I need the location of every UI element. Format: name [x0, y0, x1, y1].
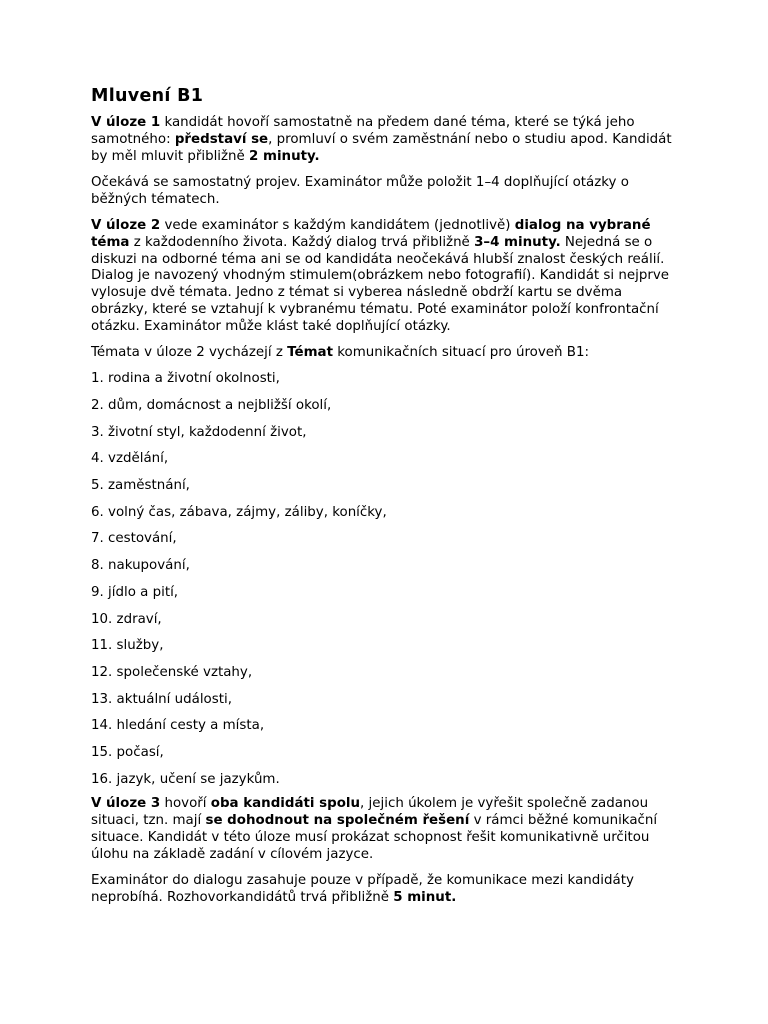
topic-item: 8. nakupování, — [91, 558, 190, 574]
topic-item: 12. společenské vztahy, — [91, 664, 253, 680]
topic-item: 5. zaměstnání, — [91, 478, 190, 494]
topic-item: 7. cestování, — [91, 531, 177, 547]
closing-bold-duration: 5 minut. — [393, 889, 457, 905]
task-2-paragraph — [91, 218, 681, 336]
task-3-text-3: v rámci běžné komunikační situace. Kandidát v této úloze musí prokázat schopnost řešit komunikativně určitou úlohu na základě zadání v cílovém jazyce. — [91, 813, 658, 862]
task-1-text: kandidát hovoří samostatně na předem dané téma, které se týká jeho samotného: — [91, 115, 635, 147]
topic-list — [91, 371, 681, 788]
closing-paragraph — [91, 873, 681, 907]
task-1-bold-duration: 2 minuty. — [249, 148, 320, 164]
expectation-paragraph: Očekává se samostatný projev. Examinátor může položit 1–4 doplňující otázky o běžných tématech. — [91, 174, 629, 207]
topics-intro-bold: Témat — [287, 345, 333, 361]
topic-item: 4. vzdělání, — [91, 451, 169, 467]
closing-text: Examinátor do dialogu zasahuje pouze v případě, že komunikace mezi kandidáty neprobíhá. Rozhovorkandidátů trvá přibližně — [91, 873, 634, 905]
page-title: Mluvení B1 — [91, 86, 204, 106]
task-2-text-3: Nejedná se o diskuzi na odborné téma ani se od kandidáta neočekává hlubší znalost českých reálií. Dialog je navozený vhodným stimulem(obrázkem nebo fotografií). Kandidát si nejprve vylosuje dvě témata. Jedno z témat si vyberea následně obdrží kartu se dvěma obrázky, které se vztahují k vybranému tématu. Poté examinátor položí konfrontační otázku. Examinátor může klást také doplňující otázky. — [91, 234, 670, 334]
topic-item: 11. služby, — [91, 638, 164, 654]
topics-intro-text-2: komunikačních situací pro úroveň B1: — [332, 345, 589, 361]
topics-intro — [91, 345, 681, 362]
task-2-label: V úloze 2 — [91, 217, 161, 233]
topics-intro-text: Témata v úloze 2 vycházejí z — [91, 345, 288, 361]
task-1-text-2: , promluví o svém zaměstnání nebo o studiu apod. Kandidát by měl mluvit přibližně — [91, 131, 672, 164]
task-1-label: V úloze 1 — [91, 115, 161, 130]
topic-item: 6. volný čas, zábava, zájmy, záliby, koníčky, — [91, 504, 387, 520]
task-3-text-2: , jejich úkolem je vyřešit společně zadanou situaci, tzn. mají — [91, 796, 649, 829]
topic-item: 13. aktuální události, — [91, 691, 232, 707]
task-3-paragraph — [91, 796, 681, 863]
task-3-label: V úloze 3 — [91, 796, 161, 812]
topic-item: 10. zdraví, — [91, 611, 162, 627]
task-3-bold-both: oba kandidáti spolu — [210, 796, 361, 812]
topic-item: 16. jazyk, učení se jazykům. — [91, 771, 280, 787]
task-1-bold-introduce: představí se — [174, 131, 269, 147]
topic-item: 15. počasí, — [91, 744, 164, 760]
task-2-text: vede examinátor s každým kandidátem (jednotlivě) — [160, 217, 515, 233]
task-3-bold-agree: se dohodnout na společném řešení — [205, 813, 470, 829]
task-2-bold-dialog: dialog na vybrané téma — [91, 217, 651, 250]
topic-item: 3. životní styl, každodenní život, — [91, 424, 307, 440]
document-page — [91, 85, 681, 916]
task-2-bold-duration: 3–4 minuty. — [474, 234, 561, 250]
task-3-text: hovoří — [160, 796, 211, 812]
topic-item: 14. hledání cesty a místa, — [91, 718, 265, 734]
topic-item: 9. jídlo a pití, — [91, 584, 179, 600]
task-2-text-2: z každodenního života. Každý dialog trvá přibližně — [129, 234, 475, 250]
topic-item: 1. rodina a životní okolnosti, — [91, 371, 280, 387]
task-1-paragraph — [91, 115, 681, 165]
topic-item: 2. dům, domácnost a nejbližší okolí, — [91, 398, 332, 414]
